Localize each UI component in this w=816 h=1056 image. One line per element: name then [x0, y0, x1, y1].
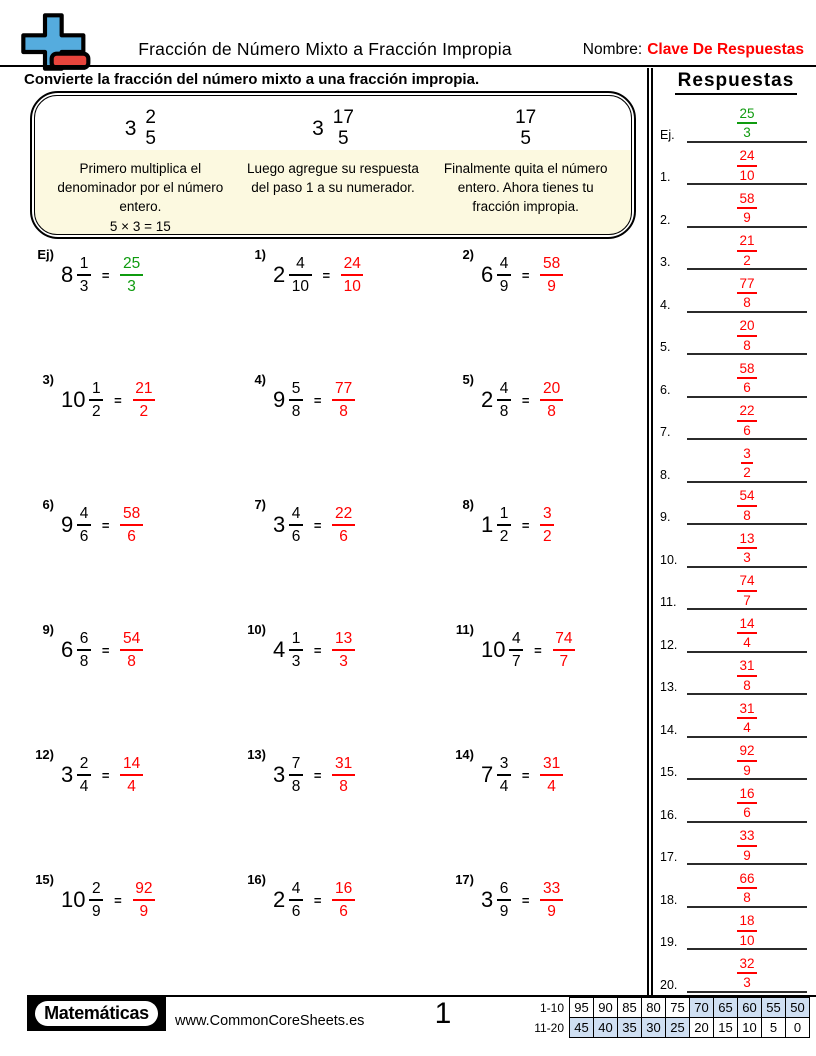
fraction-bar [77, 274, 91, 276]
fraction-bar [289, 899, 303, 901]
answer-fraction: $\frac{25}{3}$ [737, 107, 757, 140]
answer-fraction: $\frac{25}{3}$ [120, 256, 142, 294]
mixed-fraction: $\frac{3}{4}$ [497, 756, 511, 794]
fraction-bar [289, 649, 303, 651]
example-box [30, 91, 636, 239]
fraction-bar [741, 462, 754, 464]
problem-item [236, 746, 444, 804]
mixed-whole-number: 2 [273, 887, 286, 912]
answers-title: Respuestas [657, 70, 815, 95]
answer-fraction: $\frac{3}{2}$ [741, 447, 754, 480]
score-cell: 0 [786, 1018, 810, 1038]
answer-fraction: $\frac{33}{9}$ [737, 829, 757, 862]
problem-item [444, 621, 644, 679]
name-value: Clave De Respuestas [647, 41, 804, 58]
answer-number: 17. [660, 850, 678, 864]
answer-row [657, 908, 815, 951]
fraction-bar [540, 274, 562, 276]
answer-number: 9. [660, 510, 671, 524]
mixed-whole-number: 9 [273, 387, 286, 412]
fraction-bar [133, 899, 155, 901]
answer-fraction: $\frac{20}{8}$ [540, 381, 562, 419]
fraction-bar [120, 274, 142, 276]
example-step-formula: 5 × 3 = 15 [109, 219, 171, 235]
sidebar-divider [647, 68, 653, 997]
fraction-bar [737, 887, 757, 889]
problem-item [236, 621, 444, 679]
answer-row [657, 270, 815, 313]
problem-number: 16) [247, 872, 266, 887]
fraction-bar [737, 207, 757, 209]
answer-number: 12. [660, 637, 678, 652]
fraction-bar [737, 420, 757, 422]
answer-number: 14. [660, 722, 678, 737]
answer-blank-line [687, 149, 807, 185]
mixed-fraction: $\frac{4}{7}$ [509, 631, 523, 669]
answer-fraction: $\frac{31}{8}$ [332, 756, 354, 794]
answer-fraction: $\frac{13}{3}$ [737, 532, 757, 565]
fraction-bar [737, 590, 757, 592]
score-cell: 85 [618, 998, 642, 1018]
mixed-whole-number: 10 [481, 637, 506, 662]
fraction-bar [737, 802, 757, 804]
mixed-fraction: $\frac{6}{8}$ [77, 631, 91, 669]
answer-fraction: $\frac{58}{6}$ [737, 362, 757, 395]
answer-number: Ej. [660, 127, 675, 142]
problem-number: 8) [462, 497, 474, 512]
fraction-bar [89, 399, 103, 401]
name-block [583, 41, 804, 59]
mixed-fraction: $\frac{1}{3}$ [77, 256, 91, 294]
fraction-bar [540, 399, 562, 401]
answer-blank-line [687, 617, 807, 653]
equals-sign: = [313, 517, 322, 533]
fraction-bar [332, 524, 354, 526]
score-cell: 50 [786, 998, 810, 1018]
answer-blank-line [687, 532, 807, 568]
answer-fraction: $\frac{31}{8}$ [737, 659, 757, 692]
fraction-bar [289, 774, 303, 776]
example-fraction: 3 2 5 [124, 107, 156, 149]
score-cell: 65 [714, 998, 738, 1018]
problem-number: 10) [247, 622, 266, 637]
mixed-fraction: $\frac{4}{6}$ [289, 881, 303, 919]
fraction-bar [540, 899, 562, 901]
answer-fraction: $\frac{22}{6}$ [737, 404, 757, 437]
answer-fraction: $\frac{13}{3}$ [332, 631, 354, 669]
fraction-bar [737, 505, 757, 507]
problem-item [24, 621, 236, 679]
answer-row [657, 440, 815, 483]
score-cell: 20 [690, 1018, 714, 1038]
fraction-bar [289, 274, 311, 276]
fraction-bar [77, 524, 91, 526]
fraction-bar [553, 649, 575, 651]
answer-number: 7. [660, 425, 671, 439]
equals-sign: = [322, 267, 331, 283]
example-fraction: 17 5 [515, 107, 537, 149]
fraction-bar [737, 377, 757, 379]
score-cell: 95 [570, 998, 594, 1018]
equals-sign: = [114, 392, 122, 408]
answer-row [657, 950, 815, 993]
problem-number: 1) [254, 247, 266, 262]
problem-item [236, 871, 444, 929]
answer-fraction: $\frac{74}{7}$ [553, 631, 575, 669]
problem-number: 11) [455, 622, 474, 637]
equals-sign: = [313, 392, 322, 408]
answer-number: 18. [660, 892, 678, 907]
answer-fraction: $\frac{14}{4}$ [737, 617, 757, 650]
example-step [49, 102, 232, 234]
answer-blank-line [687, 787, 807, 823]
mixed-fraction: $\frac{4}{8}$ [497, 381, 511, 419]
mixed-whole-number: 2 [481, 387, 494, 412]
fraction-bar [737, 547, 757, 549]
example-fraction: 3 17 5 [312, 107, 354, 149]
fraction-bar [77, 774, 91, 776]
fraction-bar [120, 524, 142, 526]
answer-fraction: $\frac{92}{9}$ [133, 881, 155, 919]
answer-fraction: $\frac{22}{6}$ [332, 506, 354, 544]
answer-blank-line [687, 744, 807, 780]
mixed-whole-number: 8 [61, 262, 74, 287]
problem-item [444, 246, 644, 304]
answer-number: 16. [660, 807, 678, 822]
answer-row [657, 355, 815, 398]
mixed-whole-number: 6 [61, 637, 74, 662]
mixed-fraction: $\frac{4}{9}$ [497, 256, 511, 294]
answer-fraction: $\frac{32}{3}$ [737, 957, 757, 990]
mixed-fraction: $\frac{1}{3}$ [289, 631, 303, 669]
answer-fraction: $\frac{24}{10}$ [341, 256, 363, 294]
answer-row [657, 525, 815, 568]
answer-fraction: $\frac{18}{10}$ [737, 914, 757, 947]
answer-row [657, 695, 815, 738]
answer-blank-line [687, 702, 807, 738]
mixed-whole-number: 2 [273, 262, 286, 287]
fraction-bar [540, 524, 554, 526]
brand-name: Matemáticas [35, 1001, 158, 1026]
problem-number: 4) [254, 372, 266, 387]
mixed-whole-number: 6 [481, 262, 494, 287]
problem-item [24, 246, 236, 304]
score-table [534, 997, 810, 1038]
answer-fraction: $\frac{58}{6}$ [120, 506, 142, 544]
plus-minus-logo-icon [18, 12, 92, 77]
example-step-text: Finalmente quita el número entero. Ahora tienes tu fracción impropia. [443, 161, 608, 215]
score-row-label: 11-20 [534, 1020, 564, 1035]
fraction-bar [497, 899, 511, 901]
answer-fraction: $\frac{58}{9}$ [540, 256, 562, 294]
problem-number: 6) [42, 497, 54, 512]
score-cell: 75 [666, 998, 690, 1018]
fraction-bar [737, 930, 757, 932]
answer-fraction: $\frac{31}{4}$ [540, 756, 562, 794]
answer-number: 19. [660, 935, 678, 949]
problem-number: 12) [35, 747, 54, 762]
fraction-bar [737, 335, 757, 337]
problem-number: 15) [35, 872, 54, 887]
answer-fraction: $\frac{77}{8}$ [737, 277, 757, 310]
problem-item [444, 496, 644, 554]
answer-number: 13. [660, 680, 678, 694]
fraction-bar [497, 274, 511, 276]
answer-fraction: $\frac{58}{9}$ [737, 192, 757, 225]
answer-blank-line [687, 192, 807, 228]
fraction-bar [737, 760, 757, 762]
fraction-bar [737, 717, 757, 719]
score-cell: 70 [690, 998, 714, 1018]
brand-badge [27, 996, 166, 1031]
answer-number: 8. [660, 467, 671, 482]
fraction-bar [341, 274, 363, 276]
mixed-fraction: $\frac{4}{10}$ [289, 256, 311, 294]
fraction-bar [120, 649, 142, 651]
equals-sign: = [313, 767, 322, 783]
score-cell: 35 [618, 1018, 642, 1038]
score-cell: 10 [738, 1018, 762, 1038]
equals-sign: = [101, 642, 110, 658]
answer-number: 5. [660, 340, 671, 354]
answer-blank-line [687, 872, 807, 908]
answer-row [657, 398, 815, 441]
name-label: Nombre: [582, 41, 643, 58]
mixed-whole-number: 9 [61, 512, 74, 537]
problem-item [24, 746, 236, 804]
answer-number: 2. [660, 212, 671, 227]
score-cell: 15 [714, 1018, 738, 1038]
equals-sign: = [521, 267, 530, 283]
equals-sign: = [521, 517, 530, 533]
fraction-bar [737, 675, 757, 677]
answer-number: 3. [660, 255, 671, 269]
fraction-bar [737, 292, 757, 294]
answer-row [657, 143, 815, 186]
equals-sign: = [101, 267, 110, 283]
equals-sign: = [313, 892, 322, 908]
problem-item [444, 871, 644, 929]
equals-sign: = [313, 642, 322, 658]
score-cell: 55 [762, 998, 786, 1018]
answer-row [657, 483, 815, 526]
score-cell: 30 [642, 1018, 666, 1038]
problem-item [444, 746, 644, 804]
answer-fraction: $\frac{54}{8}$ [737, 489, 757, 522]
answer-fraction: $\frac{24}{10}$ [737, 149, 757, 182]
problem-item [236, 246, 444, 304]
answer-fraction: $\frac{33}{9}$ [540, 881, 562, 919]
fraction-bar [497, 774, 511, 776]
mixed-fraction: $\frac{1}{2}$ [497, 506, 511, 544]
answer-fraction: $\frac{92}{9}$ [737, 744, 757, 777]
score-cell: 5 [762, 1018, 786, 1038]
problem-item [24, 371, 236, 429]
equals-sign: = [101, 517, 110, 533]
mixed-fraction: $\frac{2}{9}$ [89, 881, 103, 919]
answer-blank-line [687, 829, 807, 865]
answer-fraction: $\frac{20}{8}$ [737, 319, 757, 352]
answer-row [657, 568, 815, 611]
answer-fraction: $\frac{31}{4}$ [737, 702, 757, 735]
fraction-bar [289, 399, 303, 401]
problem-number: 3) [42, 372, 54, 387]
answer-number: 20. [660, 977, 678, 992]
equals-sign: = [521, 892, 530, 908]
problem-item [236, 371, 444, 429]
problem-number: 9) [42, 622, 54, 637]
fraction-bar [89, 899, 103, 901]
fraction-bar [120, 774, 142, 776]
fraction-bar [133, 399, 155, 401]
header-divider [0, 65, 816, 67]
problem-number: 5) [462, 372, 474, 387]
answer-blank-line [687, 659, 807, 695]
answer-row [657, 185, 815, 228]
mixed-whole-number: 1 [481, 512, 494, 537]
problem-number: 13) [247, 747, 266, 762]
fraction-bar [497, 399, 511, 401]
mixed-whole-number: 4 [273, 637, 286, 662]
problems-grid [24, 246, 646, 996]
mixed-fraction: $\frac{7}{8}$ [289, 756, 303, 794]
fraction-bar [737, 972, 757, 974]
equals-sign: = [521, 392, 530, 408]
answer-row [657, 313, 815, 356]
answer-fraction: $\frac{21}{2}$ [737, 234, 757, 267]
answer-number: 4. [660, 297, 671, 312]
answer-fraction: $\frac{74}{7}$ [737, 574, 757, 607]
answer-blank-line [687, 957, 807, 993]
score-cell: 90 [594, 998, 618, 1018]
mixed-whole-number: 10 [61, 887, 86, 912]
fraction-bar [332, 649, 354, 651]
fraction-bar [737, 250, 757, 252]
answer-blank-line [687, 107, 807, 143]
mixed-whole-number: 3 [273, 512, 286, 537]
score-row-label: 1-10 [539, 1000, 564, 1015]
answer-blank-line [687, 914, 807, 950]
equals-sign: = [114, 892, 122, 908]
mixed-whole-number: 7 [481, 762, 494, 787]
score-cell: 40 [594, 1018, 618, 1038]
answer-number: 15. [660, 765, 678, 779]
answer-number: 6. [660, 382, 671, 397]
problem-item [24, 871, 236, 929]
page-title: Fracción de Número Mixto a Fracción Impropia [138, 39, 512, 59]
answer-blank-line [687, 447, 807, 483]
fraction-bar [77, 649, 91, 651]
score-cell: 45 [570, 1018, 594, 1038]
answer-row [657, 653, 815, 696]
mixed-whole-number: 3 [273, 762, 286, 787]
score-cell: 60 [738, 998, 762, 1018]
problem-item [24, 496, 236, 554]
example-step [434, 102, 617, 234]
mixed-whole-number: 3 [61, 762, 74, 787]
answer-blank-line [687, 234, 807, 270]
answer-row [657, 780, 815, 823]
fraction-bar [289, 524, 303, 526]
answer-row [657, 823, 815, 866]
mixed-fraction: $\frac{4}{6}$ [77, 506, 91, 544]
example-step-text: Primero multiplica el denominador por el número entero. [57, 161, 224, 215]
problem-number: 14) [455, 747, 474, 762]
equals-sign: = [101, 767, 110, 783]
score-cell: 25 [666, 1018, 690, 1038]
fraction-bar [737, 845, 757, 847]
example-step-text: Luego agregue su respuesta del paso 1 a su numerador. [247, 161, 419, 196]
answer-blank-line [687, 362, 807, 398]
answer-fraction: $\frac{21}{2}$ [133, 381, 155, 419]
problem-number: 17) [455, 872, 474, 887]
fraction-bar [737, 632, 757, 634]
answer-blank-line [687, 319, 807, 355]
problem-number: 2) [462, 247, 474, 262]
fraction-bar [497, 524, 511, 526]
fraction-bar [332, 899, 354, 901]
score-cell: 80 [642, 998, 666, 1018]
mixed-whole-number: 3 [481, 887, 494, 912]
answers-panel [657, 70, 815, 993]
fraction-bar [540, 774, 562, 776]
mixed-fraction: $\frac{1}{2}$ [89, 381, 103, 419]
answer-row [657, 738, 815, 781]
fraction-bar [509, 649, 523, 651]
answer-number: 1. [660, 170, 671, 184]
answer-fraction: $\frac{16}{6}$ [737, 787, 757, 820]
answer-row [657, 100, 815, 143]
answer-number: 11. [660, 595, 677, 609]
page-number: 1 [434, 997, 452, 1030]
mixed-whole-number: 10 [61, 387, 86, 412]
answer-fraction: $\frac{3}{2}$ [540, 506, 554, 544]
answer-blank-line [687, 404, 807, 440]
answer-fraction: $\frac{54}{8}$ [120, 631, 142, 669]
example-step [242, 102, 425, 234]
website-url: www.CommonCoreSheets.es [175, 1013, 365, 1029]
answer-fraction: $\frac{66}{8}$ [737, 872, 757, 905]
problem-item [236, 496, 444, 554]
mixed-fraction: $\frac{6}{9}$ [497, 881, 511, 919]
equals-sign: = [534, 642, 542, 658]
answer-fraction: $\frac{14}{4}$ [120, 756, 142, 794]
answer-row [657, 228, 815, 271]
mixed-fraction: $\frac{5}{8}$ [289, 381, 303, 419]
problem-number: Ej) [37, 247, 54, 262]
mixed-fraction: $\frac{4}{6}$ [289, 506, 303, 544]
answer-fraction: $\frac{77}{8}$ [332, 381, 354, 419]
problem-item [444, 371, 644, 429]
equals-sign: = [521, 767, 530, 783]
answer-number: 10. [660, 552, 678, 567]
fraction-bar [332, 774, 354, 776]
fraction-bar [332, 399, 354, 401]
fraction-bar [737, 165, 757, 167]
answer-fraction: $\frac{16}{6}$ [332, 881, 354, 919]
fraction-bar [737, 122, 757, 124]
instruction-text: Convierte la fracción del número mixto a una fracción impropia. [24, 71, 480, 88]
problem-number: 7) [254, 497, 266, 512]
mixed-fraction: $\frac{2}{4}$ [77, 756, 91, 794]
answer-row [657, 610, 815, 653]
answer-row [657, 865, 815, 908]
answer-blank-line [687, 489, 807, 525]
answer-blank-line [687, 277, 807, 313]
answer-blank-line [687, 574, 807, 610]
